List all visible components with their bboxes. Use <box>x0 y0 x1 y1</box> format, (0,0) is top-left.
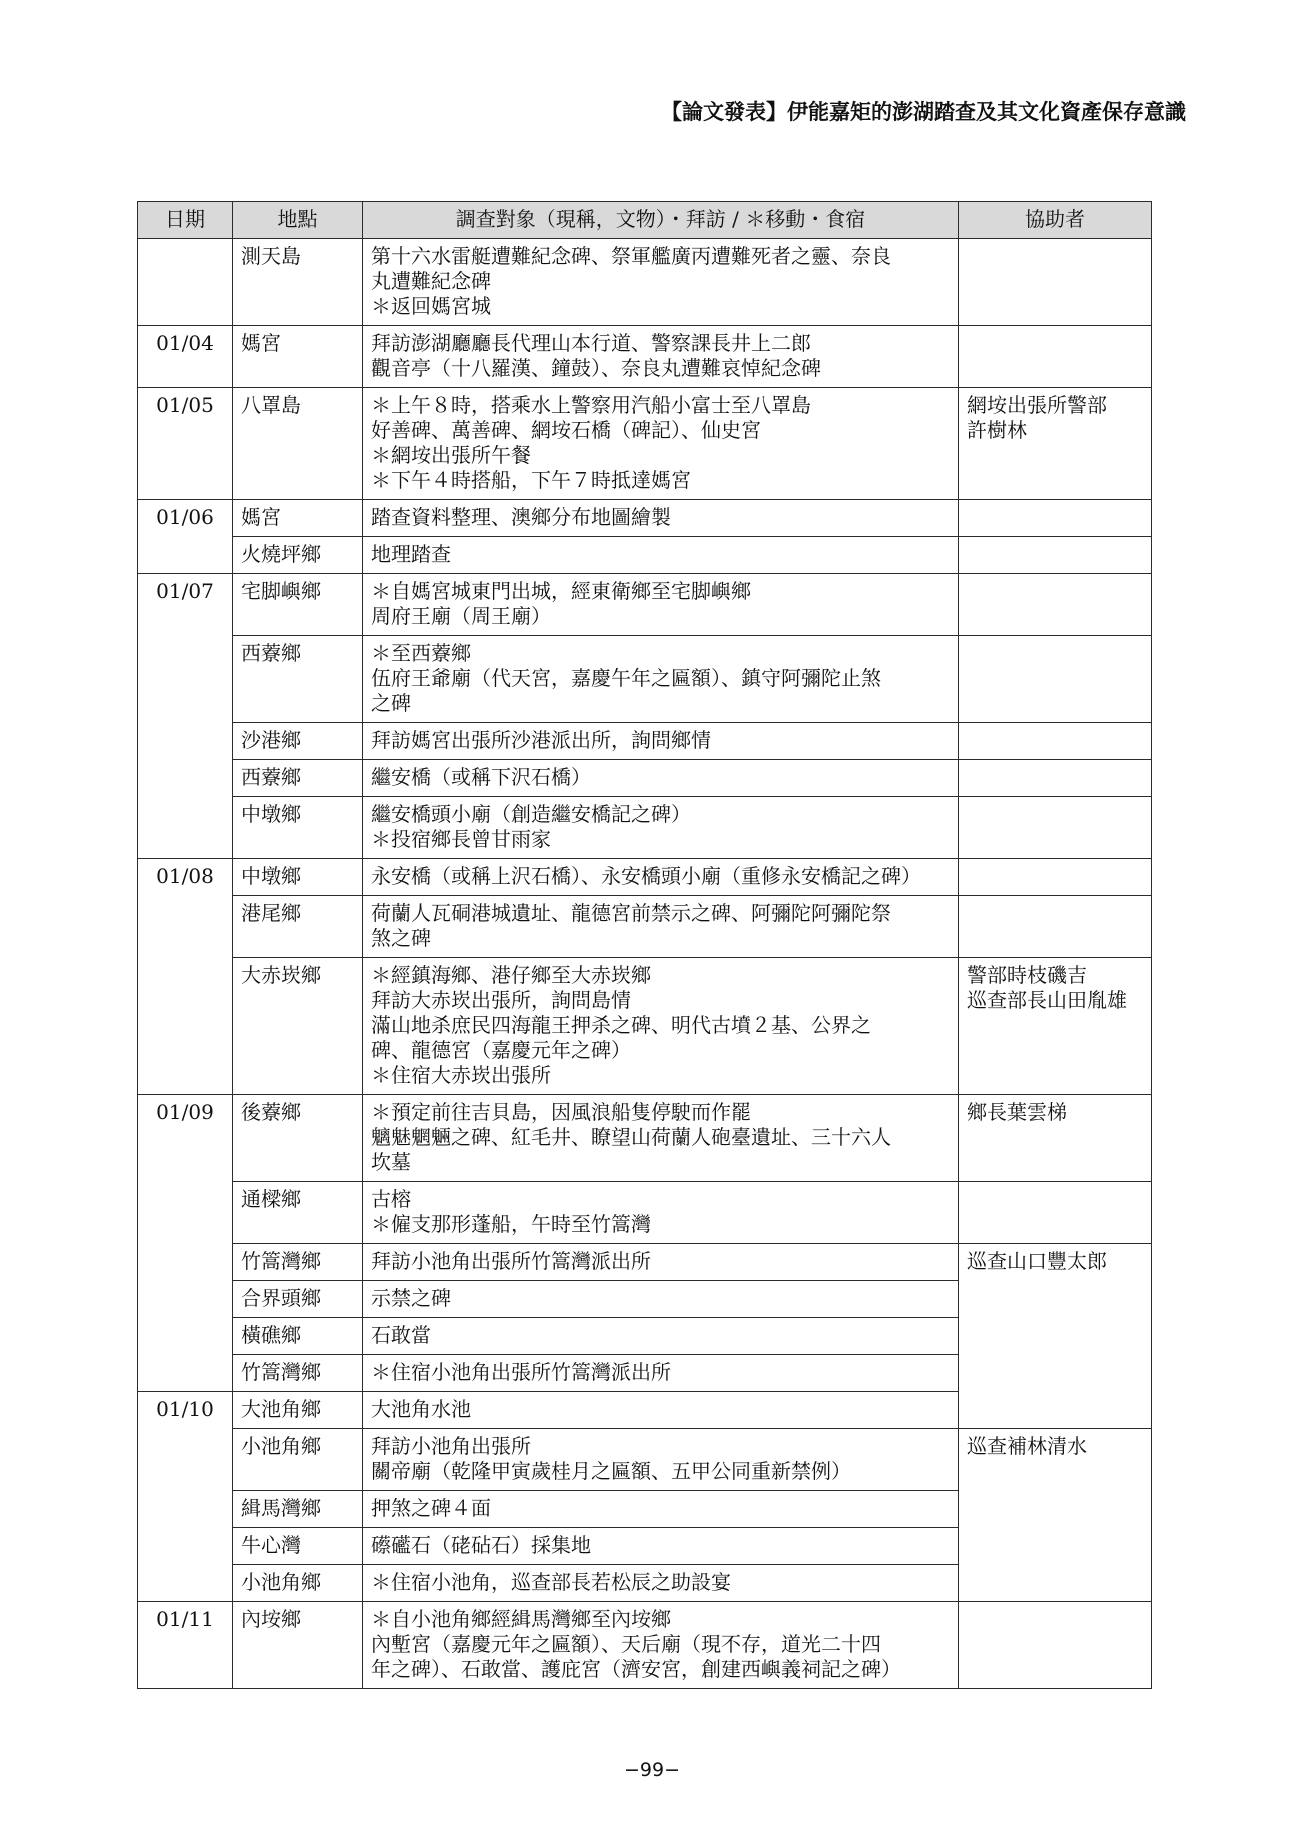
content-line: ＊自媽宮城東門出城，經東衛鄉至宅脚嶼鄉 <box>371 579 751 603</box>
place-cell: 八罩島 <box>233 388 363 500</box>
content-line: 拜訪小池角出張所竹篙灣派出所 <box>371 1249 651 1273</box>
date-cell <box>138 239 233 326</box>
place-cell: 測天島 <box>233 239 363 326</box>
helper-cell <box>959 723 1152 760</box>
content-line: ＊下午４時搭船，下午７時抵達媽宮 <box>371 468 691 492</box>
content-line: 繼安橋（或稱下沢石橋） <box>371 765 591 789</box>
content-line: ＊返回媽宮城 <box>371 294 491 318</box>
table-row <box>138 1602 1152 1689</box>
content-line: ＊住宿大赤崁出張所 <box>371 1063 551 1087</box>
place-cell: 大池角鄉 <box>233 1392 363 1429</box>
table-row <box>138 797 1152 859</box>
content-cell <box>363 958 959 1095</box>
helper-cell <box>959 326 1152 388</box>
table-row <box>138 958 1152 1095</box>
date-cell: 01/09 <box>138 1095 233 1392</box>
content-line: 拜訪媽宮出張所沙港派出所，詢問鄉情 <box>371 728 711 752</box>
place-cell: 中墩鄉 <box>233 797 363 859</box>
helper-cell <box>959 388 1152 500</box>
table-row <box>138 1244 1152 1281</box>
content-line: 周府王廟（周王廟） <box>371 604 551 628</box>
place-cell: 大赤崁鄉 <box>233 958 363 1095</box>
content-cell <box>363 1281 959 1318</box>
content-cell <box>363 239 959 326</box>
content-line: 伍府王爺廟（代天宮，嘉慶午年之匾額）、鎮守阿彌陀止煞 <box>371 666 881 690</box>
helper-line: 許樹林 <box>967 418 1027 442</box>
content-cell <box>363 1392 959 1429</box>
helper-cell <box>959 958 1152 1095</box>
place-cell: 港尾鄉 <box>233 896 363 958</box>
content-cell <box>363 1095 959 1182</box>
content-line: 繼安橋頭小廟（創造繼安橋記之碑） <box>371 802 691 826</box>
content-line: ＊自小池角鄉經緝馬灣鄉至內垵鄉 <box>371 1607 671 1631</box>
content-cell <box>363 537 959 574</box>
table-row <box>138 760 1152 797</box>
content-cell <box>363 388 959 500</box>
content-cell <box>363 1491 959 1528</box>
content-cell <box>363 500 959 537</box>
content-line: 石敢當 <box>371 1323 431 1347</box>
content-line: 示禁之碑 <box>371 1286 451 1310</box>
date-cell: 01/07 <box>138 574 233 859</box>
helper-line: 巡查部長山田胤雄 <box>967 988 1127 1012</box>
place-cell: 竹篙灣鄉 <box>233 1355 363 1392</box>
page-number: −99− <box>623 1759 681 1781</box>
content-line: 年之碑）、石敢當、護庇宮（濟安宮，創建西嶼義祠記之碑） <box>371 1657 901 1681</box>
content-cell <box>363 1244 959 1281</box>
content-line: 好善碑、萬善碑、網垵石橋（碑記）、仙史宮 <box>371 418 761 442</box>
helper-cell <box>959 1602 1152 1689</box>
content-cell <box>363 1602 959 1689</box>
content-line: 丸遭難紀念碑 <box>371 269 491 293</box>
helper-cell <box>959 537 1152 574</box>
table-row <box>138 859 1152 896</box>
table-row <box>138 1429 1152 1491</box>
date-cell: 01/08 <box>138 859 233 1095</box>
table-row <box>138 537 1152 574</box>
content-line: ＊住宿小池角出張所竹篙灣派出所 <box>371 1360 671 1384</box>
helper-cell <box>959 797 1152 859</box>
helper-cell <box>959 760 1152 797</box>
content-line: 之碑 <box>371 691 411 715</box>
date-cell: 01/06 <box>138 500 233 574</box>
content-line: 魑魅魍魎之碑、紅毛井、瞭望山荷蘭人砲臺遺址、三十六人 <box>371 1125 891 1149</box>
table-row <box>138 239 1152 326</box>
content-cell <box>363 1565 959 1602</box>
content-line: 拜訪澎湖廳廳長代理山本行道、警察課長井上二郎 <box>371 331 811 355</box>
content-line: 礤礷石（硓砧石）採集地 <box>371 1533 591 1557</box>
content-line: 踏查資料整理、澳鄉分布地圖繪製 <box>371 505 671 529</box>
content-line: 押煞之碑４面 <box>371 1496 491 1520</box>
column-header-activity: 調查對象（現稱，文物）・拜訪 / ＊移動・食宿 <box>363 202 959 239</box>
content-line: ＊住宿小池角，巡查部長若松辰之助設宴 <box>371 1570 731 1594</box>
table-header-row <box>138 202 1152 239</box>
content-line: 碑、龍德宮（嘉慶元年之碑） <box>371 1038 631 1062</box>
column-header-helper: 協助者 <box>959 202 1152 239</box>
place-cell: 牛心灣 <box>233 1528 363 1565</box>
date-cell: 01/05 <box>138 388 233 500</box>
content-line: ＊經鎮海鄉、港仔鄉至大赤崁鄉 <box>371 963 651 987</box>
content-line: 關帝廟（乾隆甲寅歲桂月之匾額、五甲公同重新禁例） <box>371 1459 851 1483</box>
content-line: 地理踏查 <box>371 542 451 566</box>
place-cell: 後藔鄉 <box>233 1095 363 1182</box>
place-cell: 火燒坪鄉 <box>233 537 363 574</box>
content-line: 內塹宮（嘉慶元年之匾額）、天后廟（現不存，道光二十四 <box>371 1632 881 1656</box>
content-line: ＊至西藔鄉 <box>371 641 471 665</box>
place-cell: 沙港鄉 <box>233 723 363 760</box>
table-row <box>138 388 1152 500</box>
helper-cell <box>959 574 1152 636</box>
helper-cell <box>959 1244 1152 1429</box>
content-line: ＊上午８時，搭乘水上警察用汽船小富士至八罩島 <box>371 393 811 417</box>
content-line: 拜訪小池角出張所 <box>371 1434 531 1458</box>
place-cell: 西藔鄉 <box>233 636 363 723</box>
date-cell: 01/10 <box>138 1392 233 1602</box>
table-row <box>138 723 1152 760</box>
place-cell: 合界頭鄉 <box>233 1281 363 1318</box>
column-header-place: 地點 <box>233 202 363 239</box>
table-row <box>138 326 1152 388</box>
content-line: ＊預定前往吉貝島，因風浪船隻停駛而作罷 <box>371 1100 751 1124</box>
place-cell: 竹篙灣鄉 <box>233 1244 363 1281</box>
place-cell: 媽宮 <box>233 500 363 537</box>
place-cell: 通樑鄉 <box>233 1182 363 1244</box>
table-row <box>138 1095 1152 1182</box>
helper-line: 巡查補林清水 <box>967 1434 1087 1458</box>
helper-cell <box>959 1095 1152 1182</box>
content-line: 拜訪大赤崁出張所，詢問島情 <box>371 988 631 1012</box>
place-cell: 小池角鄉 <box>233 1565 363 1602</box>
table-row <box>138 636 1152 723</box>
table-row <box>138 574 1152 636</box>
content-cell <box>363 326 959 388</box>
helper-cell <box>959 1182 1152 1244</box>
place-cell: 緝馬灣鄉 <box>233 1491 363 1528</box>
content-line: 坎墓 <box>371 1150 411 1174</box>
content-line: 荷蘭人瓦硐港城遺址、龍德宮前禁示之碑、阿彌陀阿彌陀祭 <box>371 901 891 925</box>
place-cell: 媽宮 <box>233 326 363 388</box>
place-cell: 小池角鄉 <box>233 1429 363 1491</box>
helper-line: 警部時枝磯吉 <box>967 963 1087 987</box>
helper-cell <box>959 859 1152 896</box>
content-cell <box>363 896 959 958</box>
column-header-date: 日期 <box>138 202 233 239</box>
content-cell <box>363 1182 959 1244</box>
content-cell <box>363 760 959 797</box>
content-line: ＊僱支那形蓬船，午時至竹篙灣 <box>371 1212 651 1236</box>
helper-cell <box>959 239 1152 326</box>
table-row <box>138 896 1152 958</box>
place-cell: 中墩鄉 <box>233 859 363 896</box>
place-cell: 橫礁鄉 <box>233 1318 363 1355</box>
table-row <box>138 500 1152 537</box>
content-line: ＊網垵出張所午餐 <box>371 443 531 467</box>
table-row <box>138 1182 1152 1244</box>
content-cell <box>363 859 959 896</box>
content-line: 滿山地杀庶民四海龍王押杀之碑、明代古墳２基、公界之 <box>371 1013 871 1037</box>
content-line: 古榕 <box>371 1187 411 1211</box>
content-cell <box>363 1355 959 1392</box>
helper-cell <box>959 896 1152 958</box>
helper-cell <box>959 1429 1152 1602</box>
page-title: 【論文發表】伊能嘉矩的澎湖踏查及其文化資產保存意識 <box>661 100 1186 124</box>
content-line: ＊投宿鄉長曾甘雨家 <box>371 827 551 851</box>
content-cell <box>363 723 959 760</box>
content-cell <box>363 636 959 723</box>
content-cell <box>363 1528 959 1565</box>
content-line: 大池角水池 <box>371 1397 471 1421</box>
helper-cell <box>959 500 1152 537</box>
helper-line: 網垵出張所警部 <box>967 393 1107 417</box>
place-cell: 宅脚嶼鄉 <box>233 574 363 636</box>
content-cell <box>363 1429 959 1491</box>
place-cell: 內垵鄉 <box>233 1602 363 1689</box>
helper-line: 鄉長葉雲梯 <box>967 1100 1067 1124</box>
content-line: 觀音亭（十八羅漢、鐘鼓）、奈良丸遭難哀悼紀念碑 <box>371 356 821 380</box>
date-cell: 01/11 <box>138 1602 233 1689</box>
content-line: 第十六水雷艇遭難紀念碑、祭軍艦廣丙遭難死者之靈、奈良 <box>371 244 891 268</box>
schedule-table <box>137 201 1152 1689</box>
date-cell: 01/04 <box>138 326 233 388</box>
content-line: 煞之碑 <box>371 926 431 950</box>
content-line: 永安橋（或稱上沢石橋）、永安橋頭小廟（重修永安橋記之碑） <box>371 864 921 888</box>
helper-line: 巡查山口豐太郎 <box>967 1249 1107 1273</box>
content-cell <box>363 574 959 636</box>
content-cell <box>363 1318 959 1355</box>
helper-cell <box>959 636 1152 723</box>
place-cell: 西藔鄉 <box>233 760 363 797</box>
content-cell <box>363 797 959 859</box>
